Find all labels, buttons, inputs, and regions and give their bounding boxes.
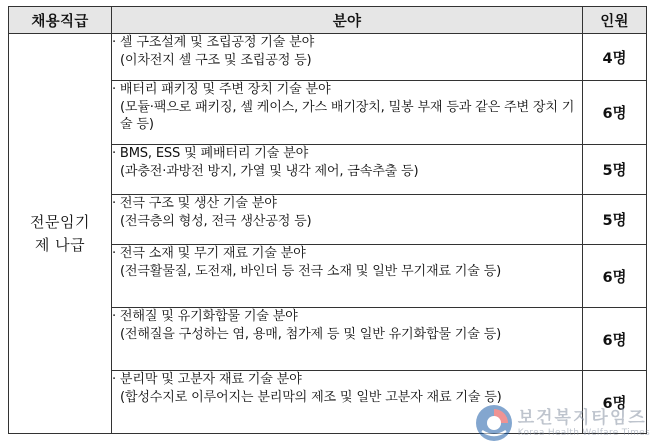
count-cell: 5명 (583, 145, 647, 195)
count-cell: 6명 (583, 245, 647, 308)
header-count: 인원 (583, 7, 647, 34)
field-title: · BMS, ESS 및 폐배터리 기술 분야 (112, 146, 309, 161)
watermark-name-en: Korea Health Welfare Times (517, 427, 650, 438)
field-title: · 셀 구조설계 및 조립공정 기술 분야 (112, 35, 315, 50)
field-desc: (모듈·팩으로 패키징, 셀 케이스, 가스 배기장치, 밀봉 부재 등과 같은 주변 장치 기술 등) (120, 99, 575, 133)
count-cell: 5명 (583, 195, 647, 245)
field-title: · 분리막 및 고분자 재료 기술 분야 (112, 372, 302, 387)
field-cell (112, 195, 583, 245)
field-desc: (전극활물질, 도전재, 바인더 등 전극 소재 및 일반 무기재료 기술 등) (120, 263, 502, 279)
field-cell (112, 245, 583, 308)
field-cell (112, 145, 583, 195)
field-title: · 전극 소재 및 무기 재료 기술 분야 (112, 246, 306, 261)
field-cell (112, 34, 583, 81)
watermark-name-ko: 보건복지타임즈 (517, 407, 647, 428)
field-cell (112, 371, 583, 434)
table-header-row (9, 7, 647, 34)
field-cell (112, 308, 583, 371)
field-desc: (전해질을 구성하는 염, 용매, 첨가제 등 및 일반 유기화합물 기술 등) (120, 326, 502, 342)
header-grade: 채용직급 (9, 7, 112, 34)
header-field: 분야 (112, 7, 583, 34)
table-row (9, 34, 647, 81)
count-cell: 4명 (583, 34, 647, 81)
count-cell: 6명 (583, 81, 647, 145)
field-desc: (이차전지 셀 구조 및 조립공정 등) (120, 52, 312, 68)
count-cell: 6명 (583, 308, 647, 371)
field-desc: (합성수지로 이루어지는 분리막의 제조 및 일반 고분자 재료 기술 등) (120, 389, 502, 405)
field-cell (112, 81, 583, 145)
grade-cell (9, 34, 112, 434)
grade-label: 전문임기제 나급 (30, 212, 90, 254)
field-desc: (전극층의 형성, 전극 생산공정 등) (120, 213, 312, 229)
recruitment-table (8, 6, 647, 434)
field-desc: (과충전·과방전 방지, 가열 및 냉각 제어, 금속추출 등) (120, 163, 419, 179)
field-title: · 전극 구조 및 생산 기술 분야 (112, 196, 277, 211)
field-title: · 전해질 및 유기화합물 기술 분야 (112, 309, 298, 324)
count-cell: 6명 (583, 371, 647, 434)
field-title: · 배터리 패키징 및 주변 장치 기술 분야 (112, 82, 331, 97)
